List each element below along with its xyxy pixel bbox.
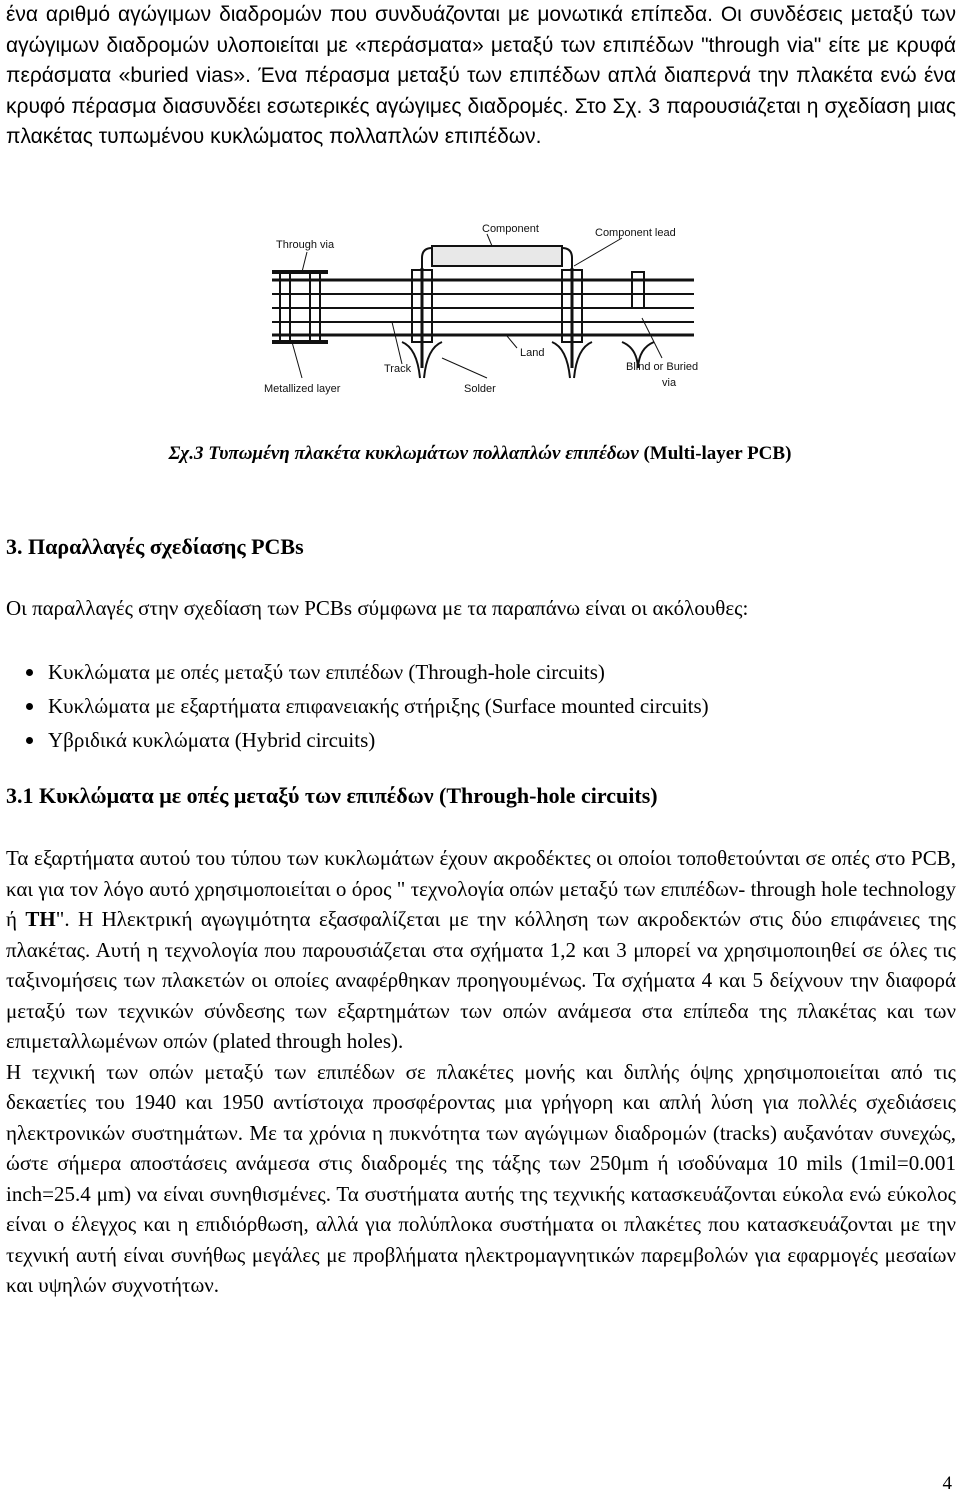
list-item: Υβριδικά κυκλώματα (Hybrid circuits) [26, 723, 709, 757]
th-abbreviation: ΤΗ [25, 907, 56, 931]
label-track: Track [384, 363, 412, 375]
label-land: Land [520, 347, 545, 359]
paragraph-text: Τα εξαρτήματα αυτού του τύπου των κυκλωμάτων έχουν ακροδέκτες οι οποίοι τοποθετούνται σε οπές στο PCB, και για τον λόγο αυτό χρησιμοποιείται ο όρος " τεχνολογία οπών μεταξύ των επιπέδων- through hole technology ή [6, 846, 956, 931]
label-blind-or-buried: Blind or Buried [626, 361, 699, 373]
paragraph-text: ". Η Ηλεκτρική αγωγιμότητα εξασφαλίζεται με την κόλληση των ακροδεκτών στις δύο επιφάνειες της πλακέτας. Αυτή η τεχνολογία που παρουσιάζεται στα σχήματα 1,2 και 3 μπορεί να χρησιμοποιηθεί σε όλες τις ταξινομήσεις των πλακετών οι οποίες αναφέρθηκαν προηγουμένως. Τα σχήματα 4 και 5 δείχνουν την διαφορά μεταξύ των τεχνικών σύνδεσης των εξαρτημάτων των οπών ανάμεσα στα επίπεδα της πλακέτας και των επιμεταλλωμένων οπών (plated through holes). [6, 907, 956, 1053]
section-3-1-heading: 3.1 Κυκλώματα με οπές μεταξύ των επιπέδων (Through-hole circuits) [6, 783, 658, 808]
label-through-via: Through via [276, 239, 335, 251]
caption-english: (Multi-layer PCB) [643, 443, 792, 464]
figure-caption [0, 443, 960, 465]
section-3-lead: Οι παραλλαγές στην σχεδίαση των PCBs σύμφωνα με τα παραπάνω είναι οι ακόλουθες: [6, 596, 749, 620]
list-item: Κυκλώματα με οπές μεταξύ των επιπέδων (Through-hole circuits) [26, 655, 709, 689]
section-3-1-body [6, 843, 956, 1301]
multilayer-pcb-figure [262, 208, 704, 410]
intro-paragraph [6, 0, 956, 153]
section-3-heading: 3. Παραλλαγές σχεδίασης PCBs [6, 534, 304, 559]
paragraph [6, 843, 956, 1057]
variants-list [26, 655, 709, 757]
label-component: Component [482, 223, 539, 235]
label-solder: Solder [464, 383, 496, 395]
caption-greek: Σχ.3 Τυπωμένη πλακέτα κυκλωμάτων πολλαπλών επιπέδων [168, 443, 639, 464]
page-number: 4 [942, 1473, 952, 1494]
intro-text: ένα αριθμό αγώγιμων διαδρομών που συνδυάζονται με μονωτικά επίπεδα. Οι συνδέσεις μεταξύ των αγώγιμων διαδρομών υλοποιείται με «περάσματα» μεταξύ των επιπέδων "through via" είτε με κρυφά περάσματα «buried vias». Ένα πέρασμα μεταξύ των επιπέδων απλά διαπερνά την πλακέτα ενώ ένα κρυφό πέρασμα διασυνδέει εσωτερικές αγώγιμες διαδρομές. Στο Σχ. 3 παρουσιάζεται η σχεδίαση μιας πλακέτας τυπωμένου κυκλώματος πολλαπλών επιπέδων. [6, 3, 956, 148]
label-metallized-layer: Metallized layer [264, 383, 341, 395]
label-via: via [662, 377, 677, 389]
paragraph: Η τεχνική των οπών μεταξύ των επιπέδων σε πλακέτες μονής και διπλής όψης χρησιμοποιείται από τις δεκαετίες του 1940 και 1950 αντίστοιχα προσφέροντας μια γρήγορη και απλή λύση για πολλές σχεδιάσεις ηλεκτρονικών συστημάτων. Με τα χρόνια η πυκνότητα των αγώγιμων διαδρομών (tracks) αυξανόταν συνεχώς, ώστε σήμερα αποστάσεις ανάμεσα στις διαδρομές της τάξης των 250μm ή ισοδύναμα 10 mils (1mil=0.001 inch=25.4 μm) να είναι συνηθισμένες. Τα συστήματα αυτής της τεχνικής κατασκευάζονται εύκολα ενώ εύκολος είναι ο έλεγχος και η επιδιόρθωση, αλλά για πολύπλοκα συστήματα οι πλακέτες που κατασκευάζονται με την τεχνική αυτή είναι συνήθως μεγάλες με προβλήματα ηλεκτρομαγνητικών παρεμβολών για εφαρμογές μεσαίων και υψηλών συχνοτήτων. [6, 1059, 956, 1297]
label-component-lead: Component lead [595, 227, 676, 239]
list-item: Κυκλώματα με εξαρτήματα επιφανειακής στήριξης (Surface mounted circuits) [26, 689, 709, 723]
